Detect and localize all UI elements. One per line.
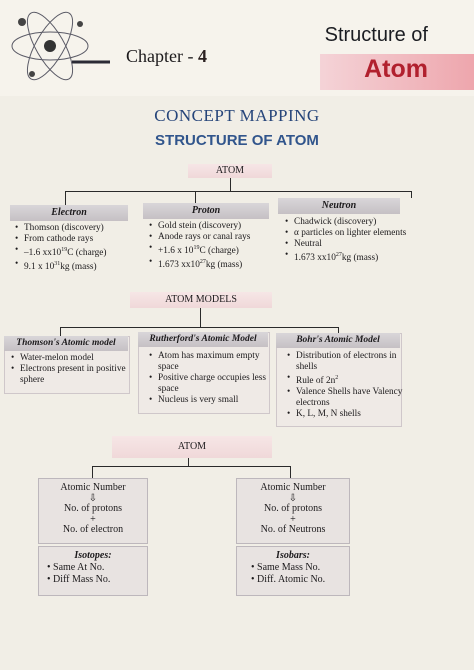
proton-list — [148, 221, 286, 271]
list-item: • Same Mass No. — [251, 562, 349, 574]
isotope-definition-box: Atomic Number ⇩ No. of protons + No. of electron — [38, 478, 148, 544]
list-item: • Valence Shells have Valency electrons — [296, 387, 410, 409]
isobars-list — [237, 562, 349, 586]
chapter-number: 4 — [197, 46, 207, 66]
connector — [200, 308, 201, 328]
connector — [60, 327, 338, 328]
connector — [92, 466, 93, 478]
connector — [290, 466, 291, 478]
chapter-title-line2: Atom — [364, 55, 428, 83]
connector — [411, 191, 412, 198]
list-item: • Gold stein (discovery) — [158, 221, 286, 232]
connector — [195, 191, 196, 203]
list-item: • Rule of $2n^2$ — [296, 373, 410, 387]
neutron-list — [284, 217, 420, 264]
list-item: • From cathode rays — [24, 234, 144, 245]
isotopes-list — [39, 562, 147, 586]
connector — [65, 191, 66, 205]
isotopes-heading: Isotopes: — [74, 550, 112, 561]
thomson-header: Thomson's Atomic model — [4, 336, 128, 351]
list-item: • 1.673 $xx10^{27}kg$ (mass) — [158, 257, 286, 271]
list-item: • Positive charge occupies less space — [158, 373, 278, 395]
list-item: • Diff Mass No. — [47, 574, 147, 586]
rutherford-header: Rutherford's Atomic Model — [138, 332, 268, 347]
proton-header: Proton — [143, 203, 269, 219]
list-item: • Anode rays or canal rays — [158, 232, 286, 243]
atom-models-node: ATOM MODELS — [130, 292, 272, 308]
atom-root-node: ATOM — [188, 164, 272, 178]
list-item: • Atom has maximum empty space — [158, 351, 278, 373]
list-item: • Water-melon model — [20, 353, 138, 364]
list-item: • Diff. Atomic No. — [251, 574, 349, 586]
concept-subtitle: STRUCTURE OF ATOM — [155, 132, 319, 149]
neutron-header: Neutron — [278, 198, 400, 214]
list-item: • K, L, M, N shells — [296, 409, 410, 420]
list-item: • Same At No. — [47, 562, 147, 574]
list-item: • 1.673 $xx10^{27}kg$ (mass) — [294, 250, 420, 264]
list-item: • +1.6 x $10^{19}C$ (charge) — [158, 243, 286, 257]
concept-title: CONCEPT MAPPING — [154, 106, 320, 125]
bohr-list — [286, 351, 410, 420]
electron-header: Electron — [10, 205, 128, 221]
isotopes-box — [38, 546, 148, 596]
connector — [230, 178, 231, 192]
atom-illustration-icon — [2, 2, 112, 90]
connector — [65, 191, 411, 192]
list-item: • Neutral — [294, 239, 420, 250]
electron-list — [14, 223, 144, 273]
connector — [92, 466, 290, 467]
thomson-list — [10, 353, 138, 386]
list-item: • 9.1 x $10^{31}kg$ (mass) — [24, 259, 144, 273]
bohr-header: Bohr's Atomic Model — [276, 333, 400, 348]
isobar-definition-box: Atomic Number ⇩ No. of protons + No. of Neutrons — [236, 478, 350, 544]
chapter-title-line1: Structure of — [324, 24, 428, 46]
list-item: • –1.6 $xx10^{19}C$ (charge) — [24, 245, 144, 259]
connector — [188, 458, 189, 466]
list-item: • α particles on lighter elements — [294, 228, 420, 239]
isobars-heading: Isobars: — [276, 550, 310, 561]
list-item: • Nucleus is very small — [158, 395, 278, 406]
chapter-label: Chapter - 4 — [126, 46, 207, 66]
list-item: • Thomson (discovery) — [24, 223, 144, 234]
list-item: • Chadwick (discovery) — [294, 217, 420, 228]
list-item: • Electrons present in positive sphere — [20, 364, 138, 386]
isobars-box — [236, 546, 350, 596]
atom-bottom-node: ATOM — [112, 436, 272, 458]
rutherford-list — [148, 351, 278, 406]
list-item: • Distribution of electrons in shells — [296, 351, 410, 373]
